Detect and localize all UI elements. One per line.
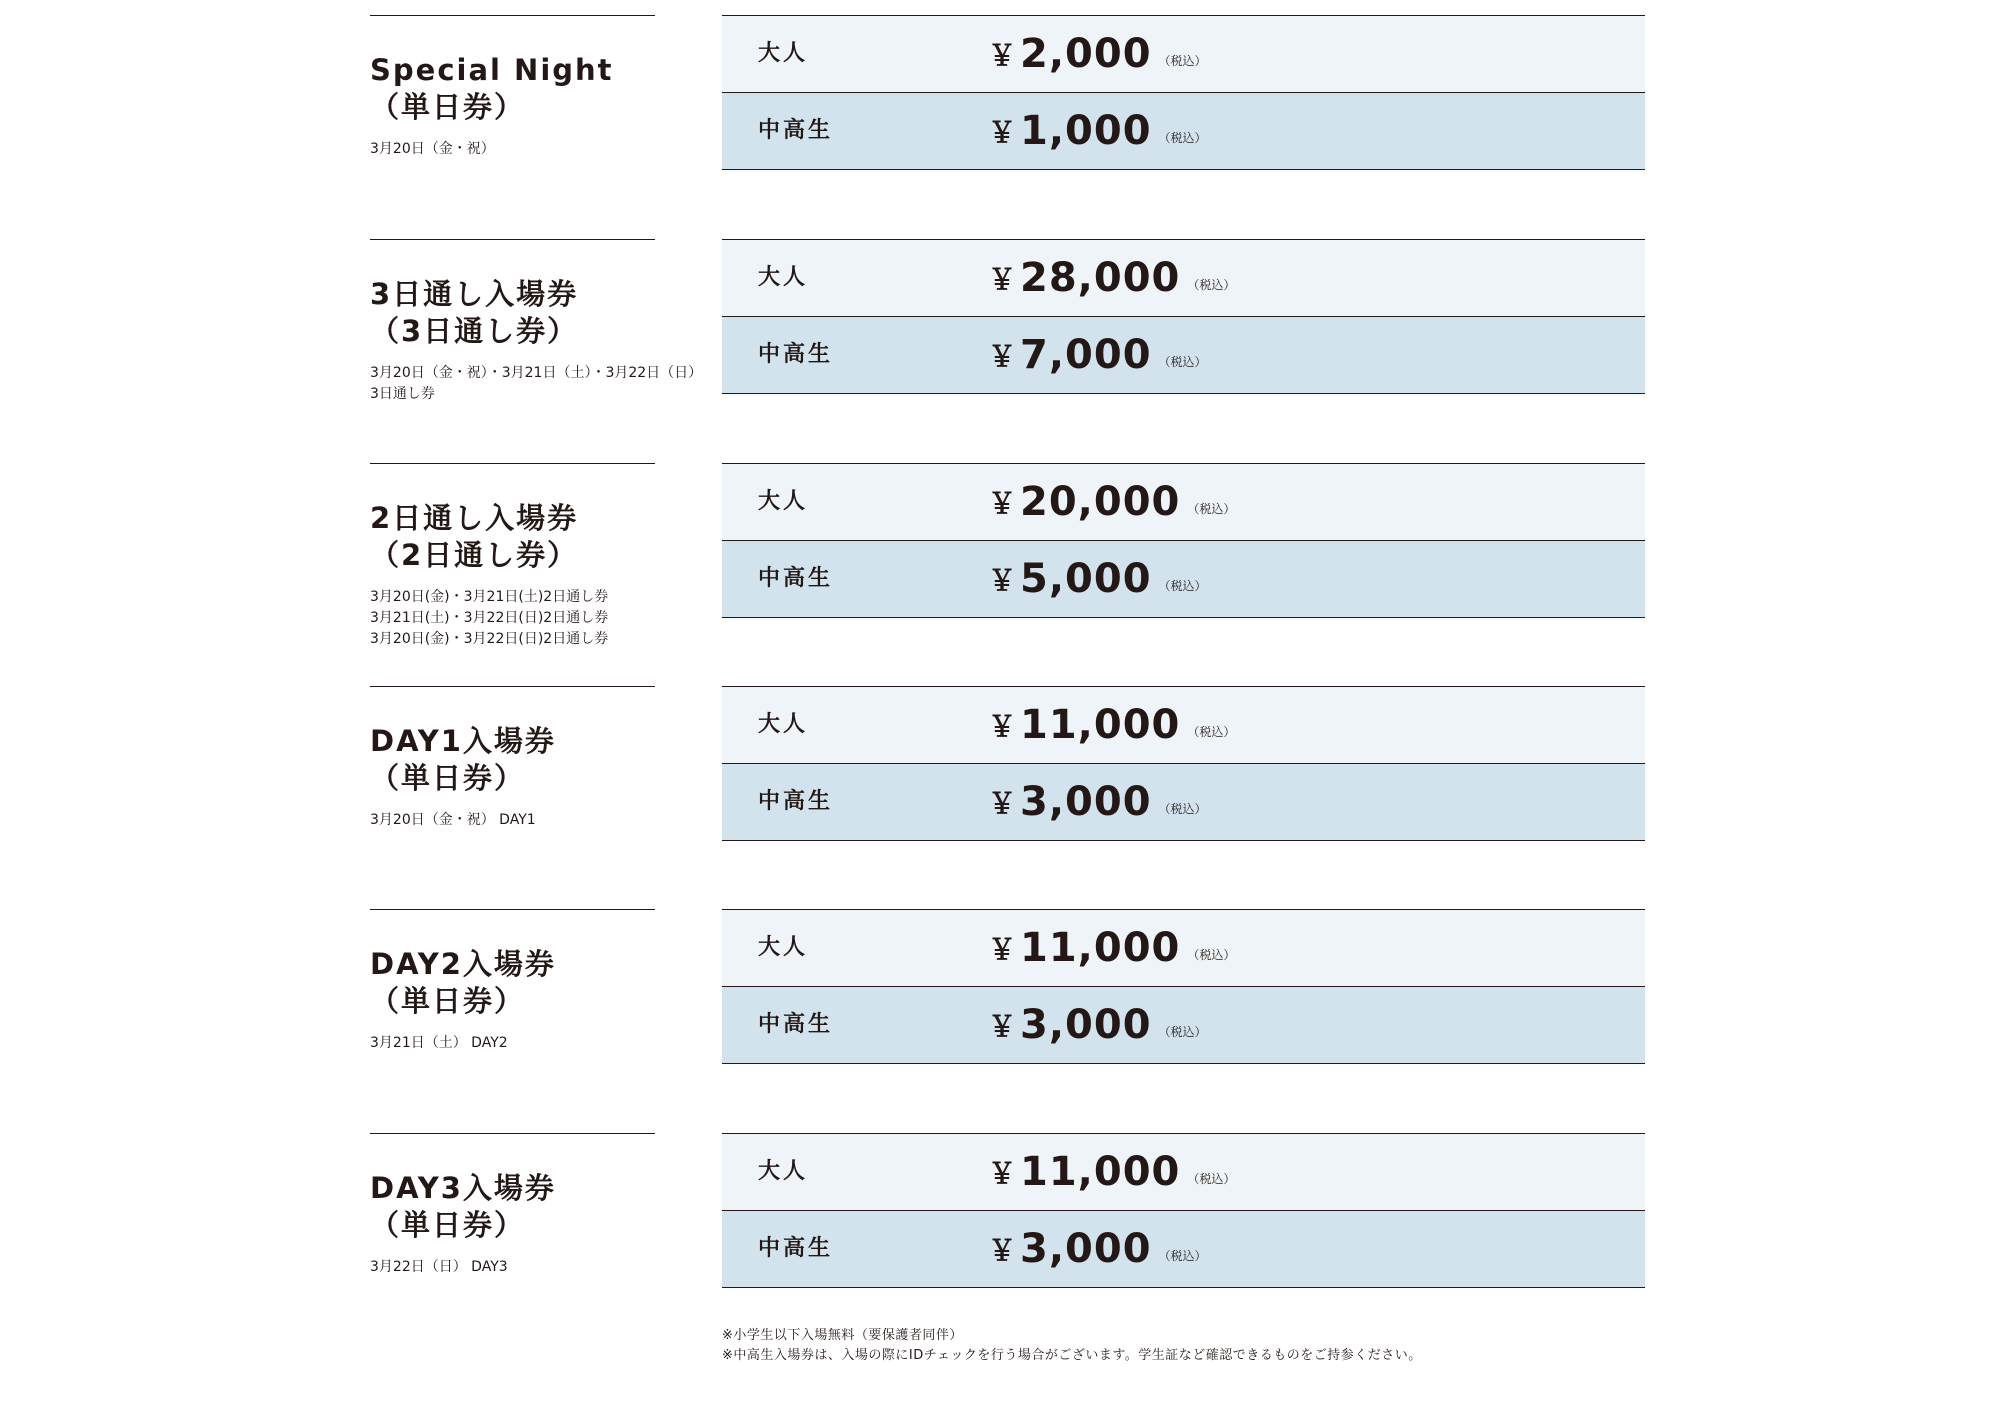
ticket-title-line: （単日券） (370, 984, 526, 1018)
yen-symbol: ￥ (988, 116, 1017, 149)
category-label: 中高生 (758, 789, 834, 814)
price-row-student (722, 317, 1645, 394)
tax-note: （税込） (1158, 578, 1207, 593)
ticket-info (370, 686, 655, 831)
price (988, 987, 1207, 1063)
price-table (722, 463, 1645, 618)
yen-symbol: ￥ (988, 1157, 1017, 1190)
category-label: 大人 (758, 265, 809, 290)
price-amount: 20,000 (1020, 479, 1181, 525)
tax-note: （税込） (1158, 354, 1207, 369)
ticket-dates (370, 810, 655, 831)
price-amount: 3,000 (1020, 779, 1152, 825)
ticket-title (370, 1170, 655, 1244)
price-row-student (722, 764, 1645, 841)
category-label: 大人 (758, 935, 809, 960)
ticket-title (370, 52, 655, 126)
ticket-date-line: 3日通し券 (370, 386, 435, 402)
price-table (722, 686, 1645, 841)
ticket-dates (370, 363, 703, 405)
price-amount: 3,000 (1020, 1226, 1152, 1272)
ticket-2day-pass (370, 463, 1645, 647)
price-row-adult (722, 910, 1645, 987)
ticket-title-line: DAY1入場券 (370, 724, 556, 758)
price-row-adult (722, 687, 1645, 764)
footnote: ※小学生以下入場無料（要保護者同伴） (722, 1328, 963, 1343)
yen-symbol: ￥ (988, 1010, 1017, 1043)
tax-note: （税込） (1158, 130, 1207, 145)
ticket-dates (370, 1033, 655, 1054)
ticket-dates (370, 139, 655, 160)
price-row-student (722, 541, 1645, 618)
price-row-student (722, 1211, 1645, 1288)
ticket-info (370, 239, 703, 405)
yen-symbol: ￥ (988, 1234, 1017, 1267)
footnotes (722, 1326, 1422, 1366)
price-row-student (722, 987, 1645, 1064)
ticket-title-line: 3日通し入場券 (370, 277, 579, 311)
yen-symbol: ￥ (988, 340, 1017, 373)
ticket-title-line: DAY2入場券 (370, 947, 556, 981)
ticket-title (370, 276, 655, 350)
ticket-date-line: 3月20日（金・祝）・3月21日（土）・3月22日（日） (370, 365, 703, 381)
ticket-title-line: 2日通し入場券 (370, 501, 579, 535)
price (988, 317, 1207, 393)
price-row-adult (722, 1134, 1645, 1211)
price (988, 464, 1235, 540)
price (988, 93, 1207, 169)
category-label: 中高生 (758, 118, 834, 143)
category-label: 中高生 (758, 342, 834, 367)
ticket-title-line: （単日券） (370, 90, 526, 124)
ticket-day2 (370, 909, 1645, 1064)
tax-note: （税込） (1158, 801, 1207, 816)
category-label: 大人 (758, 712, 809, 737)
category-label: 大人 (758, 1159, 809, 1184)
price-row-student (722, 93, 1645, 170)
tax-note: （税込） (1187, 277, 1236, 292)
tax-note: （税込） (1158, 1024, 1207, 1039)
price-row-adult (722, 240, 1645, 317)
ticket-date-line: 3月20日(金)・3月21日(土)2日通し券 (370, 589, 609, 605)
ticket-title (370, 500, 655, 574)
price-row-adult (722, 16, 1645, 93)
price (988, 764, 1207, 840)
price-amount: 28,000 (1020, 255, 1181, 301)
ticket-date-line: 3月20日（金・祝） DAY1 (370, 812, 536, 828)
ticket-title-line: （2日通し券） (370, 538, 579, 572)
price-table (722, 909, 1645, 1064)
price (988, 16, 1207, 92)
ticket-date-line: 3月20日(金)・3月22日(日)2日通し券 (370, 631, 609, 647)
ticket-title-line: Special Night (370, 53, 614, 87)
category-label: 大人 (758, 489, 809, 514)
price-table (722, 15, 1645, 170)
tax-note: （税込） (1158, 1248, 1207, 1263)
price-amount: 11,000 (1020, 925, 1181, 971)
tax-note: （税込） (1187, 724, 1236, 739)
tax-note: （税込） (1187, 1171, 1236, 1186)
yen-symbol: ￥ (988, 564, 1017, 597)
ticket-3day-pass (370, 239, 1645, 402)
category-label: 中高生 (758, 1012, 834, 1037)
ticket-day1 (370, 686, 1645, 841)
ticket-info (370, 909, 655, 1054)
price (988, 240, 1235, 316)
ticket-title-line: （単日券） (370, 1208, 526, 1242)
ticket-title (370, 946, 655, 1020)
yen-symbol: ￥ (988, 263, 1017, 296)
category-label: 大人 (758, 41, 809, 66)
footnote: ※中高生入場券は、入場の際にIDチェックを行う場合がございます。学生証など確認できるものをご持参ください。 (722, 1348, 1422, 1363)
yen-symbol: ￥ (988, 487, 1017, 520)
price-amount: 2,000 (1020, 31, 1152, 77)
category-label: 中高生 (758, 1236, 834, 1261)
ticket-info (370, 463, 655, 650)
ticket-dates (370, 587, 655, 650)
price-amount: 11,000 (1020, 1149, 1181, 1195)
price-table (722, 239, 1645, 394)
ticket-info (370, 1133, 655, 1278)
price-amount: 11,000 (1020, 702, 1181, 748)
ticket-date-line: 3月22日（日） DAY3 (370, 1259, 508, 1275)
ticket-day3 (370, 1133, 1645, 1288)
yen-symbol: ￥ (988, 39, 1017, 72)
price-table (722, 1133, 1645, 1288)
ticket-special-night (370, 15, 1645, 170)
ticket-title-line: （3日通し券） (370, 314, 579, 348)
price (988, 687, 1235, 763)
price-amount: 5,000 (1020, 556, 1152, 602)
price (988, 541, 1207, 617)
ticket-info (370, 15, 655, 160)
yen-symbol: ￥ (988, 933, 1017, 966)
price (988, 1134, 1235, 1210)
tax-note: （税込） (1187, 501, 1236, 516)
price (988, 910, 1235, 986)
ticket-dates (370, 1257, 655, 1278)
price-amount: 1,000 (1020, 108, 1152, 154)
price-amount: 7,000 (1020, 332, 1152, 378)
ticket-date-line: 3月20日（金・祝） (370, 141, 495, 157)
ticket-date-line: 3月21日(土)・3月22日(日)2日通し券 (370, 610, 609, 626)
ticket-title (370, 723, 655, 797)
ticket-title-line: （単日券） (370, 761, 526, 795)
ticket-date-line: 3月21日（土） DAY2 (370, 1035, 508, 1051)
price-amount: 3,000 (1020, 1002, 1152, 1048)
price-row-adult (722, 464, 1645, 541)
tax-note: （税込） (1158, 53, 1207, 68)
ticket-title-line: DAY3入場券 (370, 1171, 556, 1205)
price (988, 1211, 1207, 1287)
tax-note: （税込） (1187, 947, 1236, 962)
category-label: 中高生 (758, 566, 834, 591)
yen-symbol: ￥ (988, 710, 1017, 743)
yen-symbol: ￥ (988, 787, 1017, 820)
